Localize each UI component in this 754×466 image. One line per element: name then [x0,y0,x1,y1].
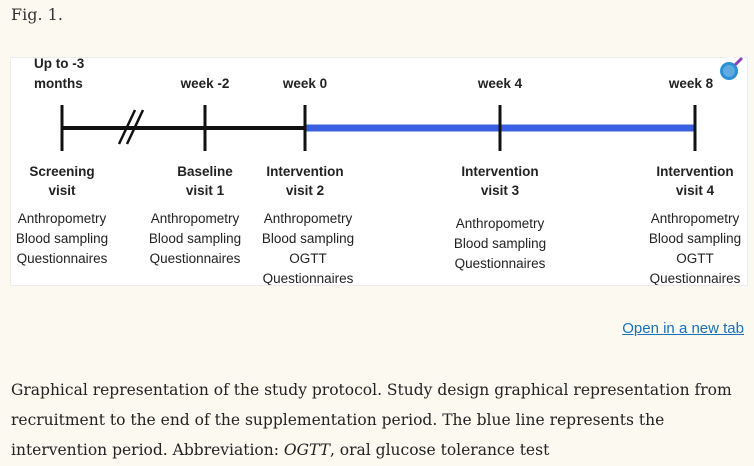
figure-label: Fig. 1. [11,5,63,24]
measure-item: OGTT [289,251,327,266]
measure-item: Questionnaires [454,256,546,271]
measure-item: Blood sampling [15,231,109,246]
caption-text-end: , oral glucose tolerance test [329,441,550,459]
open-in-new-tab-link[interactable]: Open in a new tab [622,320,744,337]
visit-label: visit 3 [480,183,520,198]
caption-text: Graphical representation of the study protocol. Study design graphical representation from recruitment to the end of the supplementation period. The blue line represents the intervention period. Abbreviation: [11,381,732,459]
study-protocol-diagram [11,58,747,285]
timepoint-label: months [34,76,83,91]
timepoint-label: week 8 [668,76,714,91]
visit-label: Intervention [656,164,734,179]
timepoint-label: week 4 [477,76,523,91]
figure-caption [11,375,741,465]
measure-item: Questionnaires [16,251,108,266]
measure-item: Anthropometry [17,211,107,226]
visit-label: visit 1 [185,183,225,198]
visit-label: Baseline [177,164,233,179]
visit-label: Intervention [461,164,539,179]
visit-label: Intervention [266,164,344,179]
visit-label: visit [48,183,76,198]
measure-item: Blood sampling [648,231,742,246]
measure-item: Anthropometry [150,211,240,226]
measure-item: OGTT [676,251,714,266]
measure-item: Questionnaires [149,251,241,266]
caption-abbreviation: OGTT [283,441,330,459]
measure-item: Questionnaires [649,271,741,285]
measure-item: Anthropometry [455,216,545,231]
measure-item: Blood sampling [261,231,355,246]
measure-item: Anthropometry [263,211,353,226]
visit-label: visit 4 [675,183,715,198]
measure-item: Blood sampling [453,236,547,251]
visit-label: Screening [29,164,95,179]
visit-label: visit 2 [285,183,325,198]
timepoint-label: week 0 [282,76,328,91]
magnifier-icon[interactable] [716,56,744,84]
measure-item: Questionnaires [262,271,354,285]
figure-image[interactable] [10,57,748,286]
timepoint-label: Up to -3 [34,58,85,71]
measure-item: Blood sampling [148,231,242,246]
measure-item: Anthropometry [650,211,740,226]
timepoint-label: week -2 [180,76,230,91]
